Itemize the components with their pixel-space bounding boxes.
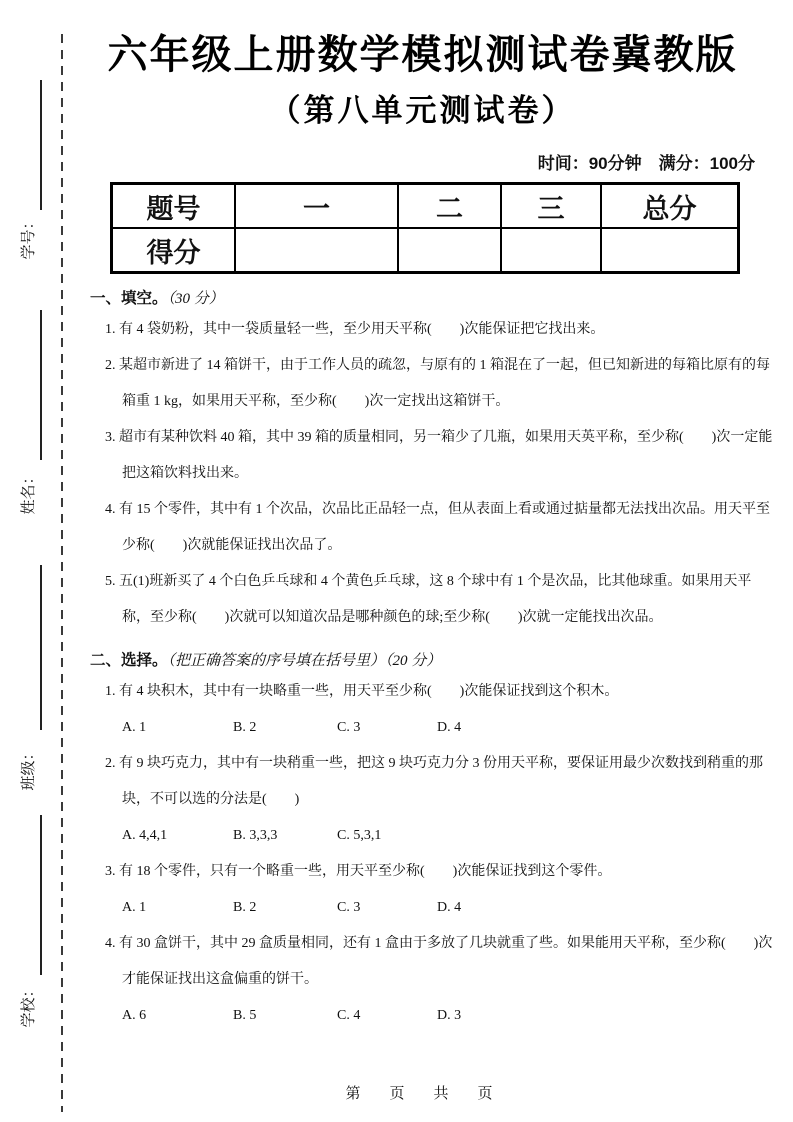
option-d: D. 4 xyxy=(437,900,462,915)
choice-question-1 xyxy=(90,674,755,746)
options-row xyxy=(122,818,755,854)
fill-question-1 xyxy=(90,312,755,348)
section-two-note: （把正确答案的序号填在括号里） xyxy=(167,653,386,669)
exam-info: 时间：90分钟 满分：100分 xyxy=(537,154,755,173)
question-line: 1. 有 4 袋奶粉，其中一袋质量轻一些，至少用天平称( )次能保证把它找出来。 xyxy=(105,322,605,337)
question-line: 称，至少称( )次就可以知道次品是哪种颜色的球;至少称( )次就一定能找出次品。 xyxy=(122,610,663,625)
score-table-cell-total: 总分 xyxy=(601,184,739,229)
choice-question-3 xyxy=(90,854,755,926)
score-cell-part1[interactable] xyxy=(235,228,398,273)
name-label: 姓名： xyxy=(21,469,37,515)
score-table xyxy=(110,182,740,274)
option-a: A. 1 xyxy=(122,900,147,915)
school-blank-line[interactable] xyxy=(40,815,42,975)
option-b: B. 5 xyxy=(233,1008,257,1023)
question-line: 把这箱饮料找出来。 xyxy=(122,466,248,481)
option-d: D. 3 xyxy=(437,1008,462,1023)
score-cell-part3[interactable] xyxy=(501,228,601,273)
option-d: D. 4 xyxy=(437,720,462,735)
option-b: B. 2 xyxy=(233,900,257,915)
score-table-cell-label: 题号 xyxy=(112,184,236,229)
name-blank-line[interactable] xyxy=(40,310,42,460)
section-two-heading xyxy=(90,648,755,674)
options-row xyxy=(122,890,755,926)
question-line: 少称( )次就能保证找出次品了。 xyxy=(122,538,342,553)
section-two-title: 二、选择。 xyxy=(90,652,168,669)
question-line: 5. 五(1)班新买了 4 个白色乒乓球和 4 个黄色乒乓球，这 8 个球中有 1 个是次品，比其他球重。如果用天平 xyxy=(105,574,752,589)
choice-question-4 xyxy=(90,926,773,1034)
question-line: 3. 有 18 个零件，只有一个略重一些，用天平至少称( )次能保证找到这个零件。 xyxy=(105,864,612,879)
seal-dashed-line xyxy=(61,34,63,1112)
question-line: 4. 有 30 盒饼干，其中 29 盒质量相同，还有 1 盒由于多放了几块就重了些。如果能用天平称，至少称( )次 xyxy=(105,936,773,951)
score-table-cell-part1: 一 xyxy=(235,184,398,229)
question-line: 才能保证找出这盒偏重的饼干。 xyxy=(122,972,318,987)
section-two-score: （20 分） xyxy=(385,653,442,669)
option-c: C. 5,3,1 xyxy=(337,828,382,843)
question-line: 2. 某超市新进了 14 箱饼干，由于工作人员的疏忽，与原有的 1 箱混在了一起，但已知新进的每箱比原有的每 xyxy=(105,358,770,373)
fill-question-5 xyxy=(90,564,755,636)
question-line: 箱重 1 kg，如果用天平称，至少称( )次一定找出这箱饼干。 xyxy=(122,394,510,409)
score-cell-part2[interactable] xyxy=(398,228,501,273)
option-c: C. 3 xyxy=(337,900,361,915)
section-one-heading xyxy=(90,286,755,312)
paper-title: 六年级上册数学模拟测试卷冀教版 xyxy=(107,33,738,77)
score-table-cell-part3: 三 xyxy=(501,184,601,229)
question-line: 块，不可以选的分法是( ) xyxy=(122,792,300,807)
page-footer: 第 页 共 页 xyxy=(345,1086,500,1102)
student-id-label: 学号： xyxy=(21,214,37,260)
fill-question-4 xyxy=(90,492,770,564)
student-id-blank-line[interactable] xyxy=(40,80,42,210)
score-table-score-row xyxy=(112,228,739,273)
fill-question-3 xyxy=(90,420,773,492)
option-c: C. 3 xyxy=(337,720,361,735)
score-table-cell-part2: 二 xyxy=(398,184,501,229)
school-label: 学校： xyxy=(21,982,37,1028)
question-line: 2. 有 9 块巧克力，其中有一块稍重一些，把这 9 块巧克力分 3 份用天平称，要保证用最少次数找到稍重的那 xyxy=(105,756,763,771)
score-cell-total[interactable] xyxy=(601,228,739,273)
option-b: B. 2 xyxy=(233,720,257,735)
class-blank-line[interactable] xyxy=(40,565,42,730)
score-table-header-row xyxy=(112,184,739,229)
option-b: B. 3,3,3 xyxy=(233,828,278,843)
class-label: 班级： xyxy=(21,745,37,791)
options-row xyxy=(122,998,755,1034)
option-c: C. 4 xyxy=(337,1008,361,1023)
option-a: A. 6 xyxy=(122,1008,147,1023)
option-a: A. 4,4,1 xyxy=(122,828,168,843)
choice-question-2 xyxy=(90,746,763,854)
options-row xyxy=(122,710,755,746)
paper-content xyxy=(90,0,773,1034)
score-row-label: 得分 xyxy=(112,228,236,273)
paper-subtitle: （第八单元测试卷） xyxy=(269,93,576,128)
section-one-score: （30 分） xyxy=(167,291,224,307)
question-line: 3. 超市有某种饮料 40 箱，其中 39 箱的质量相同，另一箱少了几瓶，如果用天英平称，至少称( )次一定能 xyxy=(105,430,773,445)
section-one-title: 一、填空。 xyxy=(90,290,168,307)
option-a: A. 1 xyxy=(122,720,147,735)
question-line: 4. 有 15 个零件，其中有 1 个次品，次品比正品轻一点，但从表面上看或通过掂量都无法找出次品。用天平至 xyxy=(105,502,770,517)
question-line: 1. 有 4 块积木，其中有一块略重一些，用天平至少称( )次能保证找到这个积木。 xyxy=(105,684,619,699)
fill-question-2 xyxy=(90,348,770,420)
